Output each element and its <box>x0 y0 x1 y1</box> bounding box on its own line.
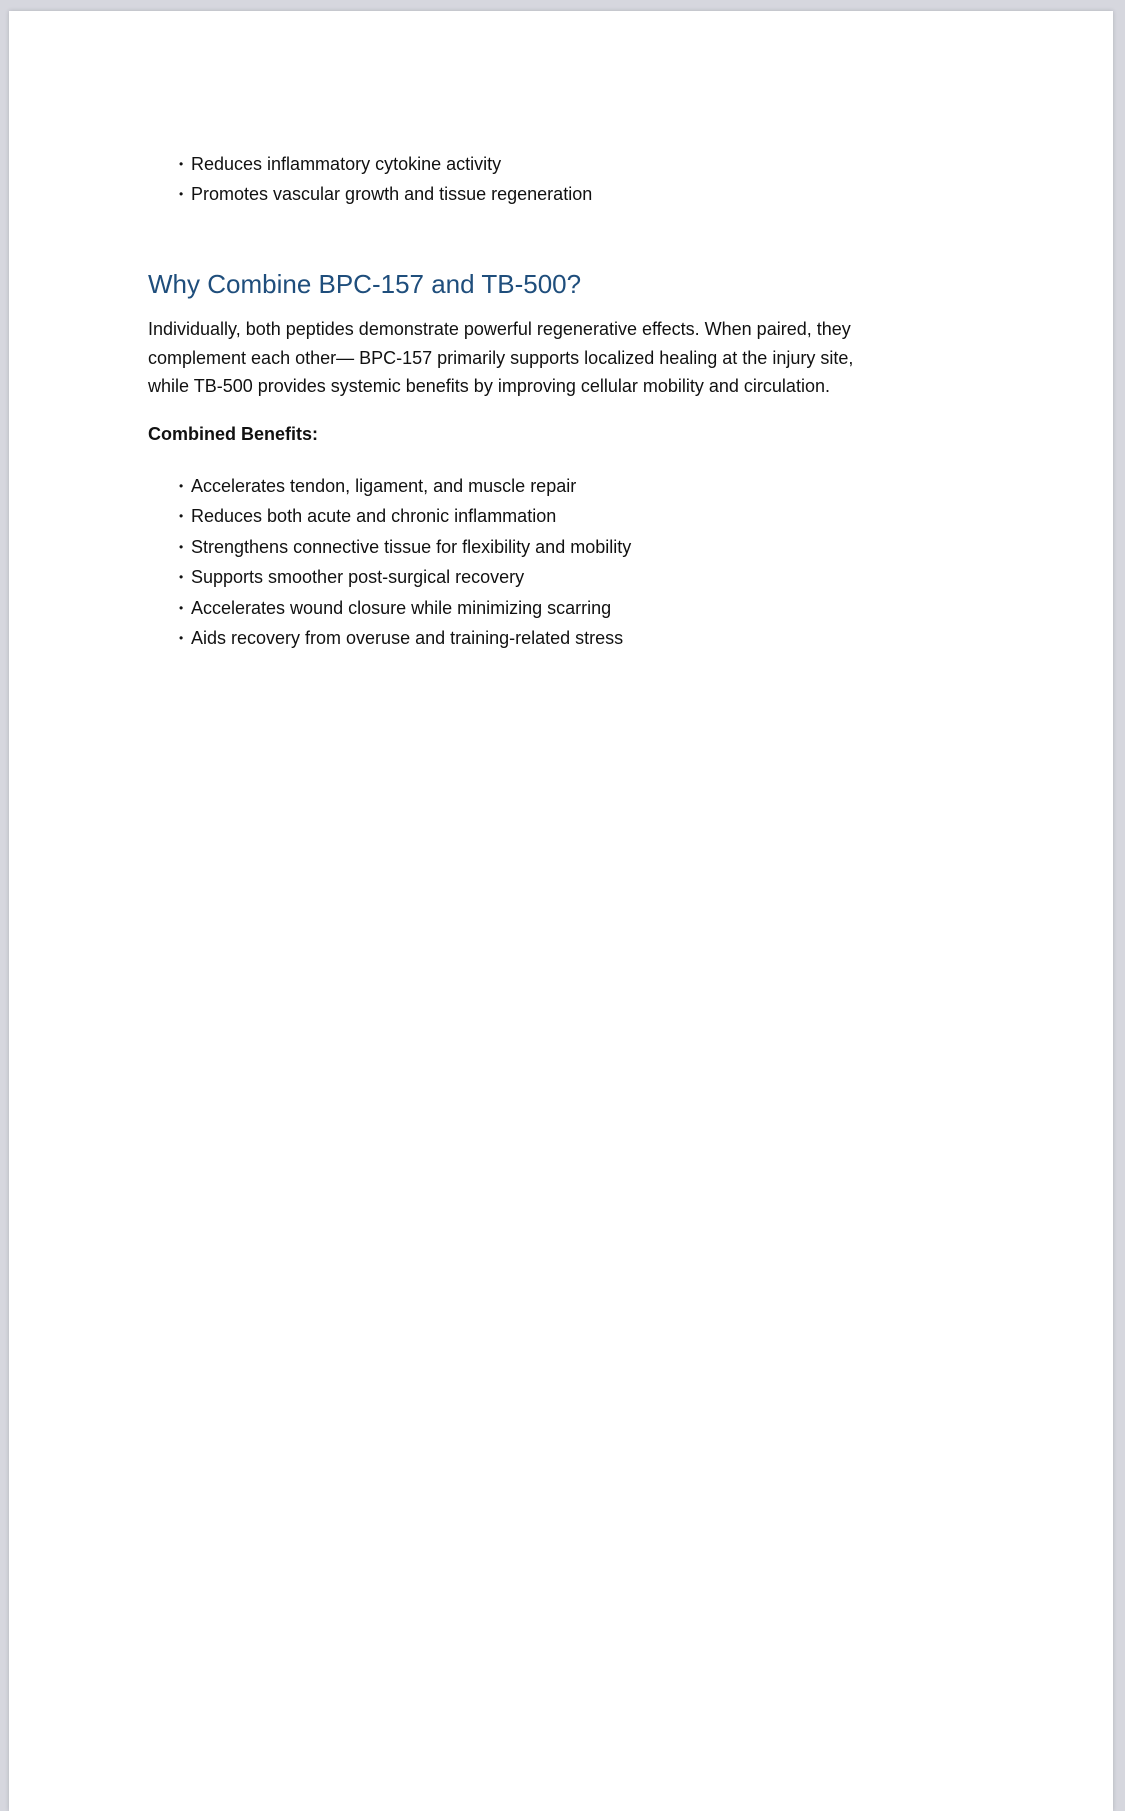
list-item <box>148 593 1113 623</box>
list-item <box>148 562 1113 592</box>
list-item-text: Accelerates tendon, ligament, and muscle repair <box>191 475 577 496</box>
page-content <box>9 11 1113 653</box>
bullet-icon: • <box>179 157 184 171</box>
bullet-icon: • <box>179 187 184 201</box>
list-item-text: Supports smoother post-surgical recovery <box>191 567 525 588</box>
list-item-text: Accelerates wound closure while minimizing scarring <box>191 597 612 618</box>
body-paragraph <box>148 315 1113 401</box>
list-item-text: Reduces both acute and chronic inflammation <box>191 506 557 527</box>
list-item <box>148 501 1113 531</box>
bullet-icon: • <box>179 600 184 615</box>
intro-bullet-list <box>148 149 1113 209</box>
list-item <box>148 471 1113 501</box>
bullet-icon: • <box>179 478 184 493</box>
section-heading: Why Combine BPC-157 and TB-500? <box>148 269 582 299</box>
list-item-text: Reduces inflammatory cytokine activity <box>191 154 502 174</box>
list-item-text: Promotes vascular growth and tissue regeneration <box>191 184 593 204</box>
paragraph-line: complement each other— BPC-157 primarily supports localized healing at the injury site, <box>148 347 854 368</box>
bullet-icon: • <box>179 570 184 585</box>
list-item-text: Aids recovery from overuse and training-related stress <box>191 627 624 648</box>
list-item-text: Strengthens connective tissue for flexibility and mobility <box>191 536 632 557</box>
bullet-icon: • <box>179 509 184 524</box>
bullet-icon: • <box>179 539 184 554</box>
paragraph-line: Individually, both peptides demonstrate powerful regenerative effects. When paired, they <box>148 319 851 339</box>
list-item <box>148 179 1113 209</box>
list-item <box>148 532 1113 562</box>
benefits-bullet-list <box>148 471 1113 653</box>
list-item <box>148 149 1113 179</box>
bullet-icon: • <box>179 630 184 645</box>
paragraph-line: while TB-500 provides systemic benefits by improving cellular mobility and circulation. <box>148 376 830 397</box>
benefits-label: Combined Benefits: <box>148 424 319 445</box>
list-item <box>148 623 1113 653</box>
document-page <box>9 11 1113 1811</box>
